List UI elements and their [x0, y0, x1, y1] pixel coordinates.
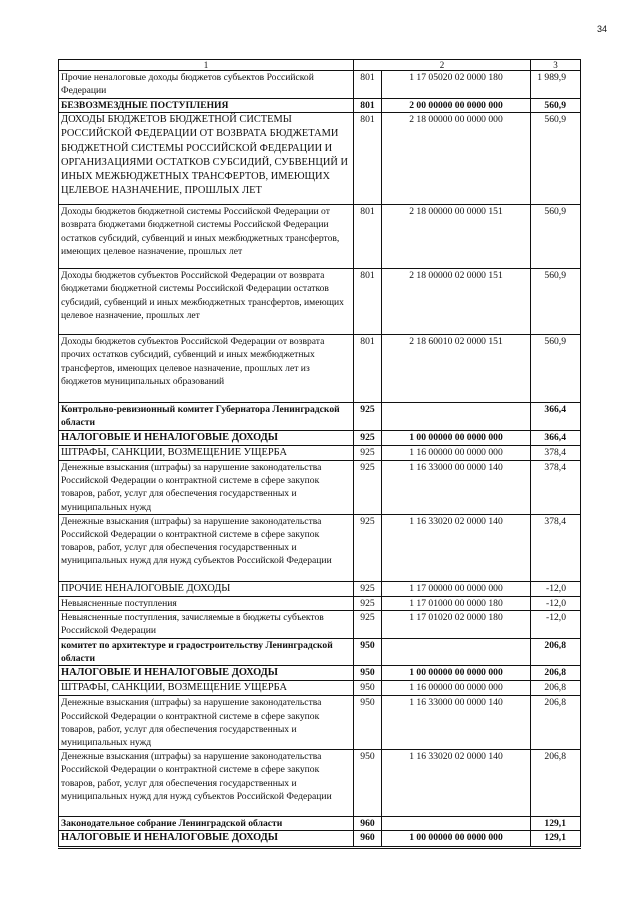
row-amount: 560,9 — [531, 335, 581, 403]
row-name: Невыясненные поступления — [59, 597, 354, 611]
row-budget-code: 1 16 33000 00 0000 140 — [382, 696, 531, 750]
row-name: Денежные взыскания (штрафы) за нарушение законодательства Российской Федерации о контрактной системе в сфере закупок товаров, работ, услуг для обеспечения государственных и муниципальных нужд — [59, 696, 354, 750]
table-row — [59, 638, 581, 665]
row-name: БЕЗВОЗМЕЗДНЫЕ ПОСТУПЛЕНИЯ — [59, 99, 354, 113]
row-budget-code — [382, 638, 531, 665]
table-row — [59, 514, 581, 581]
row-budget-code: 1 16 00000 00 0000 000 — [382, 681, 531, 696]
row-amount: 366,4 — [531, 403, 581, 430]
row-name: Прочие неналоговые доходы бюджетов субъектов Российской Федерации — [59, 71, 354, 99]
row-admin-code: 925 — [354, 581, 382, 596]
row-admin-code: 925 — [354, 514, 382, 581]
row-name: ШТРАФЫ, САНКЦИИ, ВОЗМЕЩЕНИЕ УЩЕРБА — [59, 445, 354, 460]
row-admin-code: 801 — [354, 113, 382, 205]
row-name: ШТРАФЫ, САНКЦИИ, ВОЗМЕЩЕНИЕ УЩЕРБА — [59, 681, 354, 696]
row-amount: 560,9 — [531, 205, 581, 269]
row-amount: 560,9 — [531, 113, 581, 205]
row-admin-code: 960 — [354, 831, 382, 847]
row-budget-code — [382, 817, 531, 831]
row-name: ПРОЧИЕ НЕНАЛОГОВЫЕ ДОХОДЫ — [59, 581, 354, 596]
row-budget-code: 2 00 00000 00 0000 000 — [382, 99, 531, 113]
row-amount: 129,1 — [531, 831, 581, 847]
row-admin-code: 960 — [354, 817, 382, 831]
row-budget-code — [382, 403, 531, 430]
row-admin-code: 950 — [354, 696, 382, 750]
table-row — [59, 430, 581, 445]
row-amount: 1 989,9 — [531, 71, 581, 99]
row-budget-code: 1 16 33000 00 0000 140 — [382, 461, 531, 515]
row-name: комитет по архитектуре и градостроительству Ленинградской области — [59, 638, 354, 665]
row-amount: 378,4 — [531, 461, 581, 515]
row-admin-code: 925 — [354, 445, 382, 460]
row-budget-code: 1 17 05020 02 0000 180 — [382, 71, 531, 99]
row-budget-code: 1 16 00000 00 0000 000 — [382, 445, 531, 460]
header-col-3: 3 — [531, 60, 581, 71]
row-name: Доходы бюджетов субъектов Российской Федерации от возврата бюджетами бюджетной системы Российской Федерации остатков субсидий, субвенций и иных межбюджетных трансфертов, имеющих целевое назначение, прошлых лет — [59, 269, 354, 335]
row-admin-code: 801 — [354, 269, 382, 335]
header-col-1: 1 — [59, 60, 354, 71]
revenue-table — [58, 59, 581, 849]
row-name: Законодательное собрание Ленинградской области — [59, 817, 354, 831]
row-amount: 206,8 — [531, 638, 581, 665]
row-name: Невыясненные поступления, зачисляемые в бюджеты субъектов Российской Федерации — [59, 611, 354, 638]
table-row — [59, 750, 581, 817]
row-name: Денежные взыскания (штрафы) за нарушение законодательства Российской Федерации о контрактной системе в сфере закупок товаров, работ, услуг для обеспечения государственных и муниципальных нужд для нужд субъектов Российской Федерации — [59, 514, 354, 581]
row-budget-code: 2 18 60010 02 0000 151 — [382, 335, 531, 403]
table-row — [59, 817, 581, 831]
row-amount: 378,4 — [531, 514, 581, 581]
table-row — [59, 461, 581, 515]
row-amount: 206,8 — [531, 666, 581, 681]
table-row — [59, 99, 581, 113]
row-name: НАЛОГОВЫЕ И НЕНАЛОГОВЫЕ ДОХОДЫ — [59, 831, 354, 847]
row-amount: 206,8 — [531, 681, 581, 696]
table-row — [59, 269, 581, 335]
row-admin-code: 950 — [354, 681, 382, 696]
row-admin-code: 801 — [354, 335, 382, 403]
row-name: НАЛОГОВЫЕ И НЕНАЛОГОВЫЕ ДОХОДЫ — [59, 430, 354, 445]
row-budget-code: 1 17 01000 00 0000 180 — [382, 597, 531, 611]
row-admin-code: 925 — [354, 611, 382, 638]
table-row — [59, 831, 581, 847]
table-row — [59, 696, 581, 750]
row-name: Доходы бюджетов субъектов Российской Федерации от возврата прочих остатков субсидий, субвенций и иных межбюджетных трансфертов, имеющих целевое назначение, прошлых лет из бюджетов муниципальных образований — [59, 335, 354, 403]
row-admin-code: 925 — [354, 461, 382, 515]
table-row — [59, 445, 581, 460]
row-budget-code: 1 00 00000 00 0000 000 — [382, 430, 531, 445]
row-name: Контрольно-ревизионный комитет Губернатора Ленинградской области — [59, 403, 354, 430]
row-budget-code: 2 18 00000 00 0000 151 — [382, 205, 531, 269]
table-row — [59, 335, 581, 403]
row-budget-code: 1 17 01020 02 0000 180 — [382, 611, 531, 638]
row-amount: 206,8 — [531, 696, 581, 750]
row-budget-code: 2 18 00000 00 0000 000 — [382, 113, 531, 205]
row-budget-code: 1 00 00000 00 0000 000 — [382, 831, 531, 847]
header-row — [59, 60, 581, 71]
header-col-2: 2 — [354, 60, 531, 71]
row-admin-code: 801 — [354, 205, 382, 269]
row-amount: -12,0 — [531, 581, 581, 596]
row-amount: 206,8 — [531, 750, 581, 817]
row-budget-code: 2 18 00000 02 0000 151 — [382, 269, 531, 335]
row-budget-code: 1 17 00000 00 0000 000 — [382, 581, 531, 596]
row-amount: 366,4 — [531, 430, 581, 445]
row-name: ДОХОДЫ БЮДЖЕТОВ БЮДЖЕТНОЙ СИСТЕМЫ РОССИЙСКОЙ ФЕДЕРАЦИИ ОТ ВОЗВРАТА БЮДЖЕТАМИ БЮДЖЕТНОЙ СИСТЕМЫ РОССИЙСКОЙ ФЕДЕРАЦИИ И ОРГАНИЗАЦИЯМИ ОСТАТКОВ СУБСИДИЙ, СУБВЕНЦИЙ И ИНЫХ МЕЖБЮДЖЕТНЫХ ТРАНСФЕРТОВ, ИМЕЮЩИХ ЦЕЛЕВОЕ НАЗНАЧЕНИЕ, ПРОШЛЫХ ЛЕТ — [59, 113, 354, 205]
row-admin-code: 950 — [354, 666, 382, 681]
row-amount: -12,0 — [531, 611, 581, 638]
row-name: Денежные взыскания (штрафы) за нарушение законодательства Российской Федерации о контрактной системе в сфере закупок товаров, работ, услуг для обеспечения государственных и муниципальных нужд для нужд субъектов Российской Федерации — [59, 750, 354, 817]
row-admin-code: 925 — [354, 597, 382, 611]
row-admin-code: 950 — [354, 750, 382, 817]
table-row — [59, 597, 581, 611]
table-row — [59, 403, 581, 430]
row-budget-code: 1 16 33020 02 0000 140 — [382, 750, 531, 817]
row-amount: 129,1 — [531, 817, 581, 831]
row-admin-code: 801 — [354, 99, 382, 113]
row-amount: 560,9 — [531, 99, 581, 113]
row-amount: 560,9 — [531, 269, 581, 335]
row-name: Доходы бюджетов бюджетной системы Российской Федерации от возврата бюджетами бюджетной системы Российской Федерации остатков субсидий, субвенций и иных межбюджетных трансфертов, имеющих целевое назначение, прошлых лет — [59, 205, 354, 269]
row-admin-code: 950 — [354, 638, 382, 665]
row-budget-code: 1 00 00000 00 0000 000 — [382, 666, 531, 681]
row-admin-code: 925 — [354, 430, 382, 445]
table-row — [59, 113, 581, 205]
row-name: Денежные взыскания (штрафы) за нарушение законодательства Российской Федерации о контрактной системе в сфере закупок товаров, работ, услуг для обеспечения государственных и муниципальных нужд — [59, 461, 354, 515]
table-row — [59, 666, 581, 681]
row-amount: -12,0 — [531, 597, 581, 611]
table-row — [59, 611, 581, 638]
row-admin-code: 925 — [354, 403, 382, 430]
row-admin-code: 801 — [354, 71, 382, 99]
table-row — [59, 71, 581, 99]
row-budget-code: 1 16 33020 02 0000 140 — [382, 514, 531, 581]
page-number: 34 — [597, 24, 608, 34]
row-name: НАЛОГОВЫЕ И НЕНАЛОГОВЫЕ ДОХОДЫ — [59, 666, 354, 681]
table-row — [59, 681, 581, 696]
table-body — [59, 60, 581, 848]
table-row — [59, 205, 581, 269]
row-amount: 378,4 — [531, 445, 581, 460]
table-row — [59, 581, 581, 596]
